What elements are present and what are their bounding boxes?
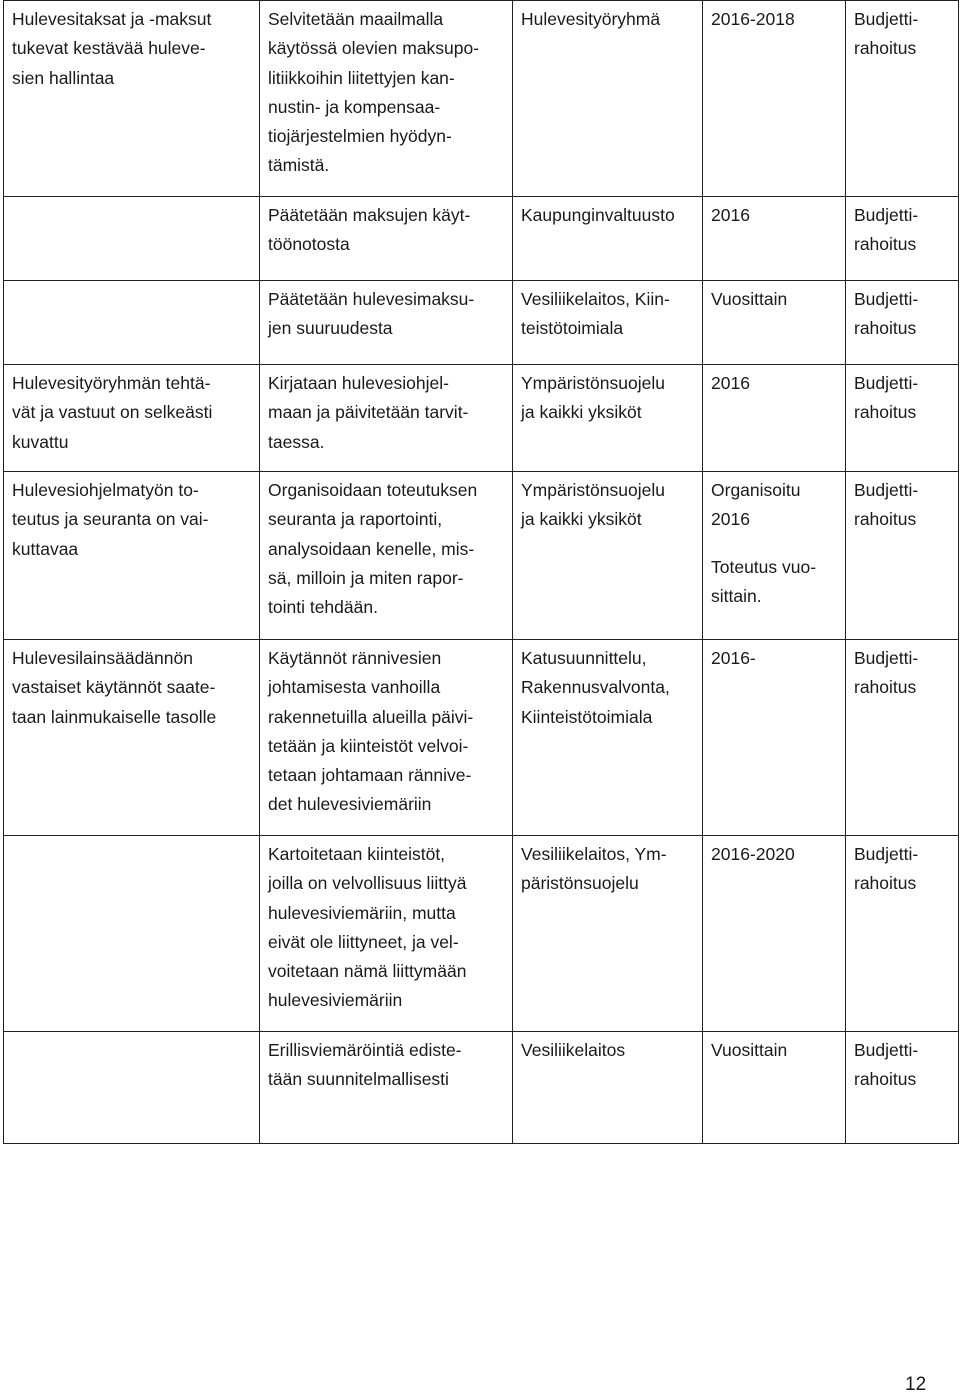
cell-text-line: voitetaan nämä liittymään [268,961,467,982]
action-cell [260,365,513,472]
cell-text-line: taan lainmukaiselle tasolle [12,706,217,727]
cell-text-line: 2016-2020 [711,844,795,864]
cell-text-line: Erillisviemäröintiä ediste- [268,1040,462,1060]
cell-text-line: rahoitus [854,402,917,423]
funding-cell [846,836,959,1032]
table-body [4,1,959,1144]
cell-text-line: rahoitus [854,38,917,59]
action-cell [260,472,513,640]
cell-text-line: vät ja vastuut on selkeästi [12,402,213,423]
cell-text-line: ja kaikki yksiköt [521,402,642,423]
cell-text-line: johtamisesta vanhoilla [268,677,441,698]
cell-text-line: hulevesiviemäriin, mutta [268,902,456,923]
table-row [4,197,959,281]
cell-text-line: eivät ole liittyneet, ja vel- [268,931,459,952]
goal-cell [4,1,260,197]
cell-text-line: Käytännöt rännivesien [268,648,442,668]
cell-text-line: Ympäristönsuojelu [521,373,665,393]
cell-text-line: kuvattu [12,431,69,452]
cell-text-line: sä, milloin ja miten rapor- [268,567,464,588]
goal-cell [4,197,260,281]
table-row [4,1032,959,1144]
goal-cell [4,1032,260,1144]
funding-cell [846,281,959,365]
cell-text-line: Budjetti- [854,1040,919,1060]
funding-cell [846,1,959,197]
cell-text-line: rahoitus [854,677,917,698]
cell-text-line: Budjetti- [854,844,919,864]
responsible-cell [513,1,703,197]
cell-text-line: tetaan johtamaan rännive- [268,765,472,786]
cell-text-line: seuranta ja raportointi, [268,509,443,530]
schedule-cell [703,1,846,197]
goal-cell [4,836,260,1032]
cell-text-line: Hulevesitaksat ja -maksut [12,9,212,29]
cell-text-line: teistötoimiala [521,318,624,339]
cell-text-line: 2016 [711,373,750,393]
table-row [4,1,959,197]
cell-text-line: joilla on velvollisuus liittyä [268,873,467,894]
cell-text-line: Toteutus vuo- [711,556,817,577]
cell-text-line: Kaupunginvaltuusto [521,205,675,225]
cell-text-line: Kirjataan hulevesiohjel- [268,373,449,393]
schedule-cell [703,1032,846,1144]
cell-text-line: rahoitus [854,234,917,255]
cell-text-line: 2016 [711,509,750,530]
funding-cell [846,365,959,472]
schedule-cell [703,197,846,281]
cell-text-line: tetään ja kiinteistöt velvoi- [268,735,469,756]
schedule-cell [703,365,846,472]
cell-text-line: Katusuunnittelu, [521,648,647,668]
funding-cell [846,1032,959,1144]
action-cell [260,1032,513,1144]
schedule-cell [703,281,846,365]
responsible-cell [513,640,703,836]
cell-text-line: tämistä. [268,155,330,176]
cell-text-line: rahoitus [854,509,917,530]
page-number: 12 [905,1374,927,1395]
schedule-cell [703,472,846,640]
table-row [4,472,959,640]
cell-text-line: sien hallintaa [12,67,115,88]
cell-text-line: 2016 [711,205,750,225]
cell-text-line: kuttavaa [12,538,79,559]
cell-text-line: Vesiliikelaitos, Kiin- [521,289,670,309]
funding-cell [846,197,959,281]
action-cell [260,1,513,197]
cell-text-line: Vesiliikelaitos, Ym- [521,844,667,864]
responsible-cell [513,365,703,472]
cell-text-line: jen suuruudesta [268,318,393,339]
cell-text-line: Ympäristönsuojelu [521,480,665,500]
cell-text-line: tukevat kestävää huleve- [12,38,206,59]
cell-text-line: käytössä olevien maksupo- [268,38,480,59]
cell-text-line: maan ja päivitetään tarvit- [268,402,469,423]
funding-cell [846,472,959,640]
cell-text-line: päristönsuojelu [521,873,639,894]
cell-text-line: Budjetti- [854,648,919,668]
goal-cell [4,281,260,365]
cell-text-line: rahoitus [854,1069,917,1090]
paragraph-gap [711,535,837,553]
responsible-cell [513,281,703,365]
goal-cell [4,640,260,836]
cell-text-line: rakennetuilla alueilla päivi- [268,706,474,727]
cell-text-line: Budjetti- [854,9,919,29]
cell-text-line: sittain. [711,585,762,606]
cell-text-line: Budjetti- [854,289,919,309]
cell-text-line: analysoidaan kenelle, mis- [268,538,475,559]
cell-text-line: Budjetti- [854,480,919,500]
action-cell [260,197,513,281]
schedule-cell [703,640,846,836]
cell-text-line: rahoitus [854,873,917,894]
responsible-cell [513,836,703,1032]
cell-text-line: Vuosittain [711,289,788,309]
cell-text-line: tiojärjestelmien hyödyn- [268,126,452,147]
cell-text-line: Budjetti- [854,373,919,393]
action-cell [260,836,513,1032]
cell-text-line: rahoitus [854,318,917,339]
cell-text-line: Vuosittain [711,1040,788,1060]
cell-text-line: tointi tehdään. [268,597,378,618]
table-row [4,281,959,365]
schedule-cell [703,836,846,1032]
responsible-cell [513,472,703,640]
cell-text-line: 2016- [711,648,756,668]
cell-text-line: tään suunnitelmallisesti [268,1069,449,1090]
cell-text-line: Hulevesityöryhmän tehtä- [12,373,211,393]
action-cell [260,281,513,365]
cell-text-line: Organisoitu [711,480,801,500]
action-cell [260,640,513,836]
cell-text-line: Selvitetään maailmalla [268,9,444,29]
cell-text-line: Hulevesiohjelmatyön to- [12,480,199,500]
cell-text-line: Rakennusvalvonta, [521,677,670,698]
cell-text-line: litiikkoihin liitettyjen kan- [268,67,455,88]
responsible-cell [513,197,703,281]
cell-text-line: Vesiliikelaitos [521,1040,626,1060]
cell-text-line: töönotosta [268,234,350,255]
cell-text-line: Kartoitetaan kiinteistöt, [268,844,446,864]
table-row [4,640,959,836]
cell-text-line: ja kaikki yksiköt [521,509,642,530]
action-plan-table [3,0,959,1144]
table-row [4,836,959,1032]
goal-cell [4,472,260,640]
cell-text-line: Hulevesityöryhmä [521,9,661,29]
cell-text-line: Organisoidaan toteutuksen [268,480,478,500]
responsible-cell [513,1032,703,1144]
cell-text-line: Päätetään maksujen käyt- [268,205,471,225]
cell-text-line: taessa. [268,431,325,452]
cell-text-line: Hulevesilainsäädännön [12,648,193,668]
cell-text-line: Kiinteistötoimiala [521,706,653,727]
cell-text-line: Päätetään hulevesimaksu- [268,289,475,309]
table-row [4,365,959,472]
cell-text-line: 2016-2018 [711,9,795,29]
cell-text-line: teutus ja seuranta on vai- [12,509,209,530]
funding-cell [846,640,959,836]
cell-text-line: vastaiset käytännöt saate- [12,677,216,698]
cell-text-line: det hulevesiviemäriin [268,794,432,815]
cell-text-line: Budjetti- [854,205,919,225]
goal-cell [4,365,260,472]
cell-text-line: nustin- ja kompensaa- [268,96,441,117]
cell-text-line: hulevesiviemäriin [268,990,403,1011]
